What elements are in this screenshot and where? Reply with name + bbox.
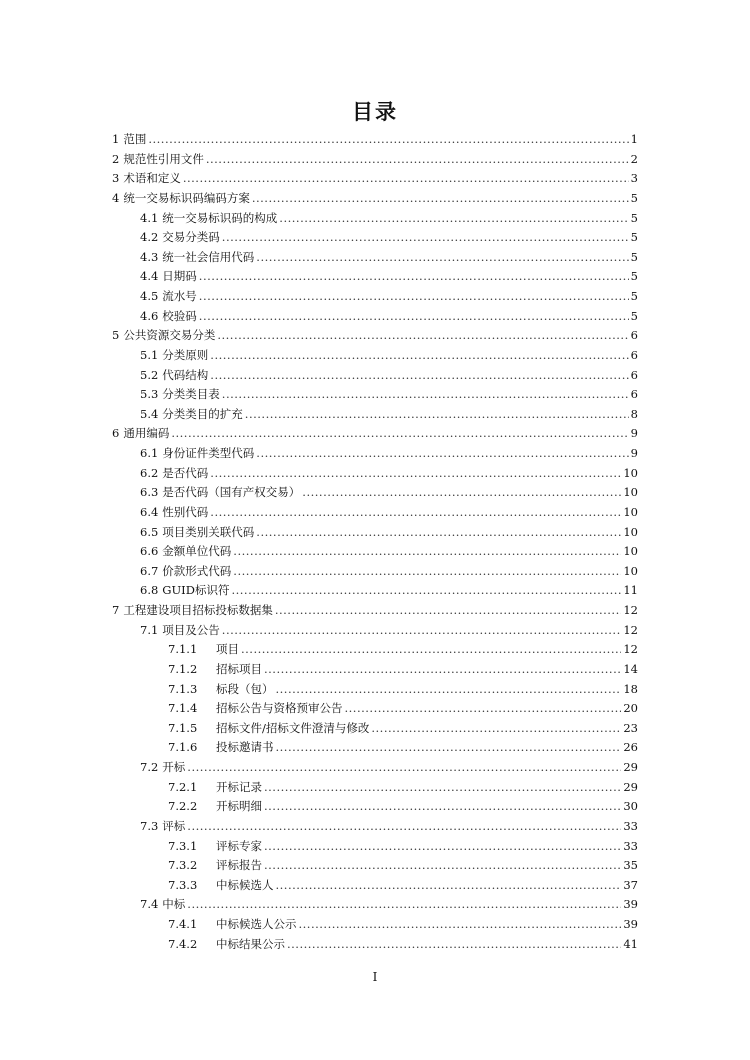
toc-entry-title: 分类类目表 — [162, 387, 220, 402]
toc-entry-number: 5.4 — [140, 406, 159, 421]
toc-entry-title: 评标报告 — [216, 858, 262, 873]
dot-leader — [264, 660, 621, 680]
dot-leader — [233, 562, 621, 582]
toc-entry-number: 7.1 — [140, 622, 159, 637]
toc-entry-number: 6.3 — [140, 485, 159, 500]
dot-leader — [264, 837, 621, 857]
toc-entry[interactable] — [112, 621, 638, 641]
toc-entry[interactable] — [112, 307, 638, 327]
toc-entry-page: 10 — [623, 485, 638, 500]
toc-entry-title: 分类类目的扩充 — [162, 406, 243, 421]
dot-leader — [210, 464, 621, 484]
dot-leader — [206, 150, 629, 170]
toc-entry-title: 价款形式代码 — [162, 563, 232, 578]
toc-entry[interactable] — [112, 660, 638, 680]
dot-leader — [264, 797, 621, 817]
toc-entry-title: 是否代码 — [162, 465, 209, 480]
toc-entry[interactable] — [112, 719, 638, 739]
toc-entry-number: 4.3 — [140, 249, 159, 264]
toc-entry-title: 开标记录 — [216, 779, 262, 794]
dot-leader — [256, 444, 628, 464]
toc-entry[interactable] — [112, 542, 638, 562]
dot-leader — [245, 405, 629, 425]
toc-entry-number: 6.4 — [140, 504, 159, 519]
toc-entry-title: 范围 — [123, 132, 147, 146]
toc-entry[interactable] — [112, 680, 638, 700]
toc-entry-number: 7.1.3 — [168, 681, 198, 696]
toc-entry-page: 33 — [623, 838, 638, 853]
toc-entry-title: 工程建设项目招标投标数据集 — [123, 603, 273, 617]
table-of-contents — [112, 130, 638, 954]
toc-entry-number: 7.2 — [140, 760, 159, 774]
dot-leader — [287, 935, 621, 955]
toc-entry-number: 7.3 — [140, 818, 159, 833]
dot-leader — [222, 228, 629, 248]
toc-entry-title: 公共资源交易分类 — [123, 328, 216, 343]
toc-entry[interactable] — [112, 935, 638, 955]
toc-entry-number: 7.1.4 — [168, 701, 198, 716]
toc-entry-title: 标段（包） — [216, 681, 274, 696]
toc-entry-number: 7.1.6 — [168, 740, 198, 755]
toc-entry-number: 6.5 — [140, 524, 159, 539]
toc-entry-title: 中标候选人公示 — [216, 917, 297, 931]
toc-entry-page: 6 — [630, 328, 638, 343]
toc-entry-page: 6 — [630, 387, 638, 402]
toc-entry-title: 身份证件类型代码 — [162, 446, 255, 460]
dot-leader — [187, 895, 621, 915]
toc-entry-title: 分类原则 — [162, 347, 209, 362]
dot-leader — [171, 424, 628, 444]
dot-leader — [264, 778, 621, 798]
toc-entry-page: 39 — [623, 917, 638, 931]
toc-entry[interactable] — [112, 778, 638, 798]
dot-leader — [217, 326, 628, 346]
toc-entry[interactable] — [112, 738, 638, 758]
toc-entry[interactable] — [112, 405, 638, 425]
toc-entry-page: 10 — [623, 465, 638, 480]
toc-entry-title: 通用编码 — [123, 426, 170, 441]
toc-entry-number: 4.2 — [140, 230, 159, 245]
toc-entry[interactable] — [112, 640, 638, 660]
toc-entry-page: 14 — [623, 661, 638, 676]
toc-entry-page: 20 — [623, 701, 638, 716]
toc-entry-page: 5 — [630, 308, 638, 323]
toc-entry-page: 23 — [623, 720, 638, 735]
dot-leader — [256, 248, 628, 268]
toc-entry[interactable] — [112, 248, 638, 268]
dot-leader — [231, 581, 621, 601]
toc-entry-number: 4.5 — [140, 289, 159, 303]
toc-entry-number: 7.1.1 — [168, 642, 198, 657]
dot-leader — [222, 621, 622, 641]
toc-entry-page: 5 — [630, 289, 638, 303]
toc-entry-title: 代码结构 — [162, 367, 209, 382]
toc-entry-page: 39 — [623, 897, 638, 912]
toc-entry[interactable] — [112, 837, 638, 857]
toc-entry-title: 交易分类码 — [162, 230, 220, 245]
toc-entry-page: 5 — [630, 249, 638, 264]
dot-leader — [276, 738, 622, 758]
toc-entry-page: 10 — [623, 544, 638, 559]
toc-entry-number: 5.2 — [140, 367, 159, 382]
dot-leader — [371, 719, 621, 739]
toc-entry-title: 项目及公告 — [162, 622, 220, 637]
dot-leader — [302, 483, 621, 503]
toc-entry-title: 中标候选人 — [216, 877, 274, 892]
dot-leader — [276, 876, 622, 896]
toc-entry-number: 7.3.3 — [168, 877, 198, 892]
dot-leader — [187, 817, 621, 837]
toc-entry-page: 10 — [623, 524, 638, 539]
page-title: 目录 — [352, 100, 398, 124]
toc-entry-number: 7.3.2 — [168, 858, 198, 873]
toc-entry[interactable] — [112, 228, 638, 248]
toc-entry[interactable] — [112, 503, 638, 523]
toc-entry-number: 2 — [112, 151, 120, 166]
toc-entry-page: 11 — [623, 583, 638, 598]
toc-entry[interactable] — [112, 856, 638, 876]
toc-entry-number: 7.2.1 — [168, 779, 198, 794]
dot-leader — [275, 601, 622, 621]
toc-entry[interactable] — [112, 915, 638, 935]
toc-entry[interactable] — [112, 366, 638, 386]
toc-entry-title: 中标 — [162, 897, 186, 912]
toc-entry-number: 6.7 — [140, 563, 159, 578]
toc-entry-number: 7.4.1 — [168, 917, 198, 931]
toc-entry-title: 是否代码（国有产权交易） — [162, 485, 301, 500]
toc-entry[interactable] — [112, 895, 638, 915]
toc-entry-page: 10 — [623, 563, 638, 578]
toc-entry-title: 项目类别关联代码 — [162, 524, 255, 539]
toc-entry[interactable] — [112, 169, 638, 189]
toc-entry-title: 中标结果公示 — [216, 936, 285, 951]
toc-entry-title: 开标明细 — [216, 799, 262, 814]
toc-entry-page: 9 — [630, 446, 638, 460]
toc-entry-title: 日期码 — [162, 269, 197, 284]
toc-entry-number: 6 — [112, 426, 120, 441]
toc-entry-page: 33 — [623, 818, 638, 833]
dot-leader — [199, 267, 629, 287]
toc-entry-page: 29 — [623, 760, 638, 774]
toc-entry[interactable] — [112, 267, 638, 287]
toc-entry[interactable] — [112, 326, 638, 346]
dot-leader — [183, 169, 629, 189]
toc-entry-title: 金额单位代码 — [162, 544, 232, 559]
toc-entry-number: 7.1.2 — [168, 661, 198, 676]
toc-entry-number: 5.1 — [140, 347, 159, 362]
toc-entry[interactable] — [112, 817, 638, 837]
toc-entry-title: 校验码 — [162, 308, 197, 323]
toc-entry-number: 6.2 — [140, 465, 159, 480]
toc-entry-number: 6.6 — [140, 544, 159, 559]
toc-entry-number: 6.8 — [140, 583, 159, 598]
toc-entry-page: 29 — [623, 779, 638, 794]
toc-entry[interactable] — [112, 601, 638, 621]
toc-entry-page: 3 — [630, 171, 638, 186]
toc-entry-number: 4.4 — [140, 269, 159, 284]
dot-leader — [279, 209, 628, 229]
toc-entry-number: 7.3.1 — [168, 838, 198, 853]
toc-entry[interactable] — [112, 424, 638, 444]
dot-leader — [252, 189, 629, 209]
dot-leader — [233, 542, 621, 562]
dot-leader — [199, 307, 629, 327]
toc-entry-page: 18 — [623, 681, 638, 696]
dot-leader — [187, 758, 621, 778]
toc-entry[interactable] — [112, 385, 638, 405]
toc-entry[interactable] — [112, 346, 638, 366]
toc-entry-page: 5 — [630, 230, 638, 245]
toc-entry-title: 开标 — [162, 760, 186, 774]
toc-entry-title: 性别代码 — [162, 504, 209, 519]
toc-entry-number: 7.2.2 — [168, 799, 198, 814]
toc-entry[interactable] — [112, 758, 638, 778]
toc-entry-number: 7 — [112, 603, 120, 617]
dot-leader — [299, 915, 622, 935]
toc-entry[interactable] — [112, 876, 638, 896]
toc-entry-page: 5 — [630, 269, 638, 284]
toc-entry-page: 30 — [623, 799, 638, 814]
toc-entry-title: 评标 — [162, 818, 186, 833]
toc-entry[interactable] — [112, 209, 638, 229]
toc-entry-page: 12 — [623, 603, 638, 617]
toc-entry-page: 12 — [623, 622, 638, 637]
toc-entry-page: 9 — [630, 426, 638, 441]
dot-leader — [210, 366, 628, 386]
toc-entry[interactable] — [112, 287, 638, 307]
toc-entry-title: 招标项目 — [216, 661, 262, 676]
toc-entry-title: 评标专家 — [216, 838, 262, 853]
toc-entry-number: 5 — [112, 328, 120, 343]
toc-entry-title: 规范性引用文件 — [123, 151, 204, 166]
toc-entry-page: 37 — [623, 877, 638, 892]
dot-leader — [210, 346, 628, 366]
toc-entry-page: 6 — [630, 367, 638, 382]
toc-entry-number: 4.1 — [140, 210, 159, 225]
toc-entry-title: 招标文件/招标文件澄清与修改 — [216, 720, 370, 735]
toc-entry[interactable] — [112, 797, 638, 817]
toc-entry-title: 统一社会信用代码 — [162, 249, 255, 264]
toc-entry-title: 统一交易标识码的构成 — [162, 210, 278, 225]
toc-entry-title: GUID标识符 — [162, 583, 230, 598]
toc-entry-page: 5 — [630, 190, 638, 205]
toc-entry[interactable] — [112, 464, 638, 484]
toc-entry[interactable] — [112, 562, 638, 582]
dot-leader — [148, 130, 628, 150]
toc-entry-number: 4 — [112, 190, 120, 205]
dot-leader — [199, 287, 629, 307]
toc-entry-page: 5 — [630, 210, 638, 225]
toc-entry[interactable] — [112, 130, 638, 150]
dot-leader — [210, 503, 621, 523]
toc-entry-number: 7.4.2 — [168, 936, 198, 951]
toc-entry-title: 招标公告与资格预审公告 — [216, 701, 343, 716]
page-number: I — [372, 970, 378, 984]
toc-entry-page: 6 — [630, 347, 638, 362]
toc-entry-page: 2 — [630, 151, 638, 166]
toc-entry-number: 4.6 — [140, 308, 159, 323]
toc-entry[interactable] — [112, 523, 638, 543]
toc-entry-title: 统一交易标识码编码方案 — [123, 190, 250, 205]
toc-entry-page: 10 — [623, 504, 638, 519]
toc-entry[interactable] — [112, 150, 638, 170]
toc-entry-number: 6.1 — [140, 446, 159, 460]
dot-leader — [276, 680, 622, 700]
dot-leader — [256, 523, 621, 543]
toc-entry-page: 26 — [623, 740, 638, 755]
toc-entry[interactable] — [112, 483, 638, 503]
toc-entry[interactable] — [112, 581, 638, 601]
toc-entry-page: 12 — [623, 642, 638, 657]
toc-entry-number: 3 — [112, 171, 120, 186]
toc-entry-number: 7.1.5 — [168, 720, 198, 735]
dot-leader — [345, 699, 622, 719]
toc-entry[interactable] — [112, 699, 638, 719]
dot-leader — [264, 856, 621, 876]
toc-entry-page: 41 — [623, 936, 638, 951]
toc-entry-number: 1 — [112, 132, 120, 146]
toc-entry-title: 流水号 — [162, 289, 197, 303]
toc-entry-title: 项目 — [216, 642, 239, 657]
dot-leader — [222, 385, 629, 405]
toc-entry-number: 5.3 — [140, 387, 159, 402]
toc-entry-page: 35 — [623, 858, 638, 873]
toc-entry-title: 术语和定义 — [123, 171, 181, 186]
toc-entry-page: 1 — [630, 132, 638, 146]
toc-entry-number: 7.4 — [140, 897, 159, 912]
toc-entry-page: 8 — [630, 406, 638, 421]
toc-entry[interactable] — [112, 444, 638, 464]
toc-entry[interactable] — [112, 189, 638, 209]
toc-entry-title: 投标邀请书 — [216, 740, 274, 755]
dot-leader — [241, 640, 621, 660]
